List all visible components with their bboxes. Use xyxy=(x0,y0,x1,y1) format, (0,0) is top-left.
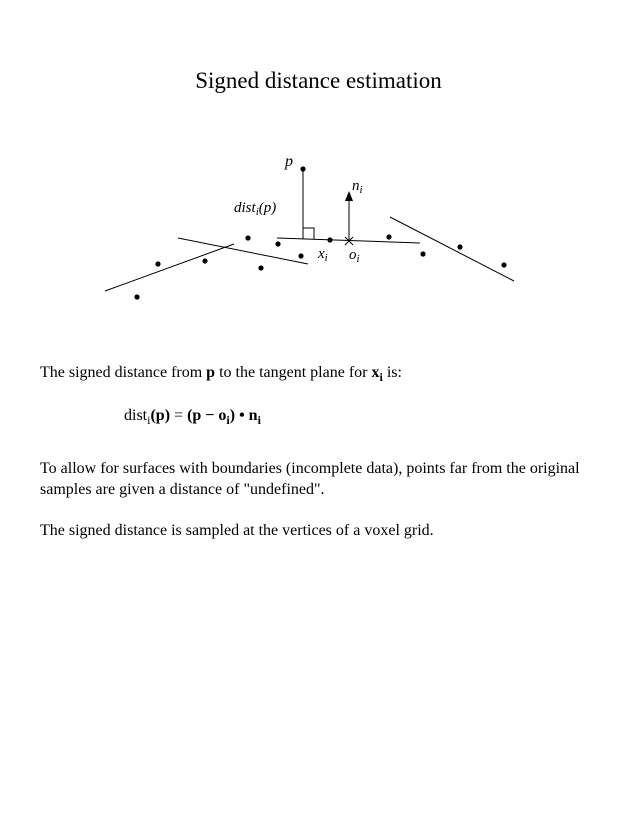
paragraph-boundaries: To allow for surfaces with boundaries (incomplete data), points far from the original samples are given a distance of "undefined". xyxy=(40,460,580,498)
signed-distance-figure xyxy=(0,0,637,340)
sample-point xyxy=(258,265,263,270)
distance-formula: dist$_i$(p) = $(p - o_i)$ • $n_i$ xyxy=(124,407,261,428)
page-title: Signed distance estimation xyxy=(195,68,442,93)
tangent-line-right xyxy=(390,217,514,281)
label-ni: $n_i$ xyxy=(352,178,363,196)
tangent-line-left xyxy=(105,244,234,291)
point-xi xyxy=(327,237,332,242)
right-angle-marker xyxy=(303,228,314,239)
sample-point xyxy=(386,234,391,239)
sample-point xyxy=(245,235,250,240)
paragraph-signed-distance: The signed distance from p to the tangent plane for $x_i$ is: xyxy=(40,364,402,385)
point-p xyxy=(300,166,305,171)
sample-point xyxy=(298,253,303,258)
label-dist: dist$_i$(p) xyxy=(234,200,277,218)
label-oi: $o_i$ xyxy=(349,247,360,265)
sample-point xyxy=(420,251,425,256)
label-xi: $x_i$ xyxy=(318,246,328,264)
sample-point xyxy=(155,261,160,266)
sample-point xyxy=(202,258,207,263)
sample-point xyxy=(134,294,139,299)
sample-point xyxy=(275,241,280,246)
sample-point xyxy=(457,244,462,249)
sample-point xyxy=(501,262,506,267)
paragraph-voxel-grid: The signed distance is sampled at the vertices of a voxel grid. xyxy=(40,522,434,539)
tangent-line-middle xyxy=(178,238,308,264)
label-p: p xyxy=(285,153,293,170)
